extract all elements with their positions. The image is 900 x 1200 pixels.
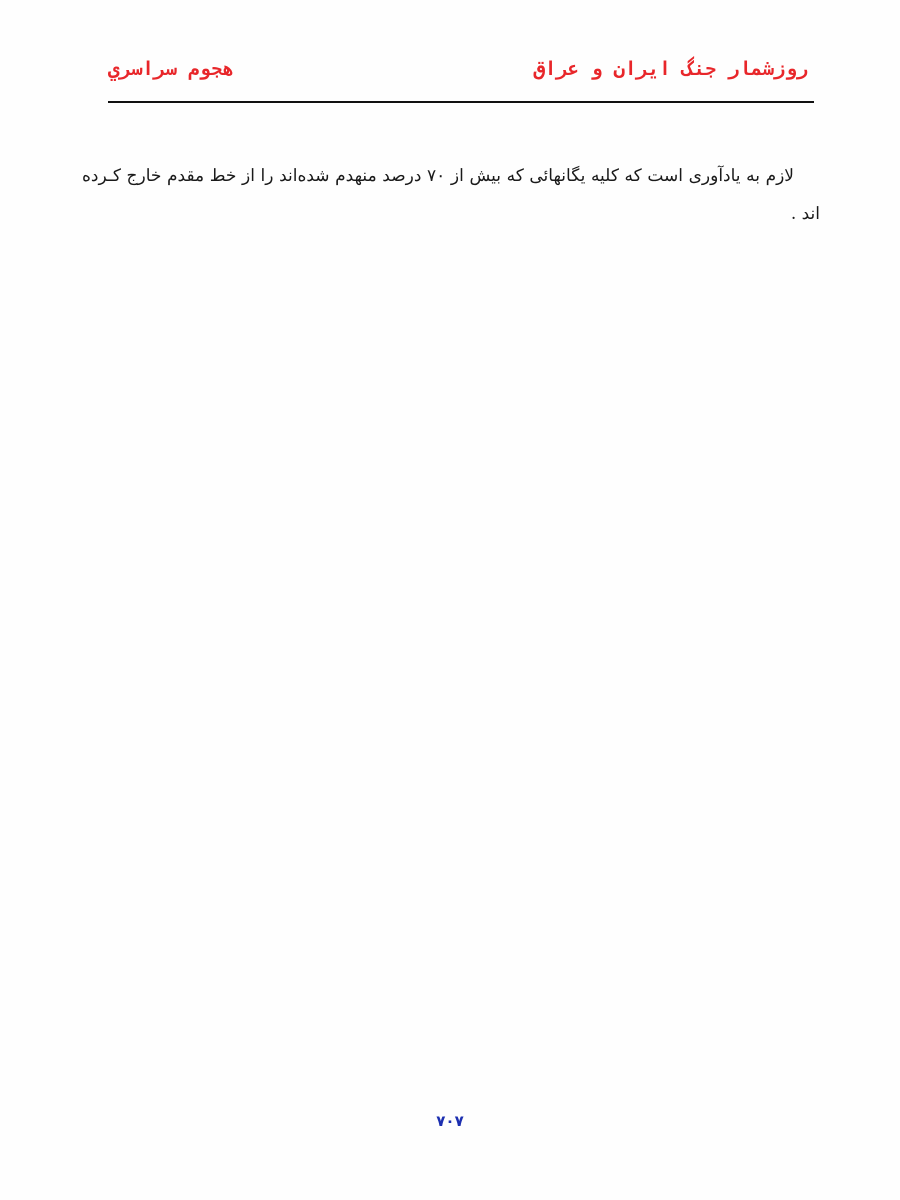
book-title: روزشمار جنگ ايران و عراق — [533, 58, 808, 80]
body-paragraph: لازم به یادآوری است که کلیه یگانهائی که بیش از ۷۰ درصد منهدم شده‌اند را از خط مقدم خارج کـرده اند . — [82, 166, 820, 224]
section-title: هجوم سراسري — [108, 58, 234, 80]
page-number: ۷۰۷ — [436, 1112, 464, 1130]
page-header — [108, 56, 814, 90]
header-divider — [108, 101, 814, 103]
